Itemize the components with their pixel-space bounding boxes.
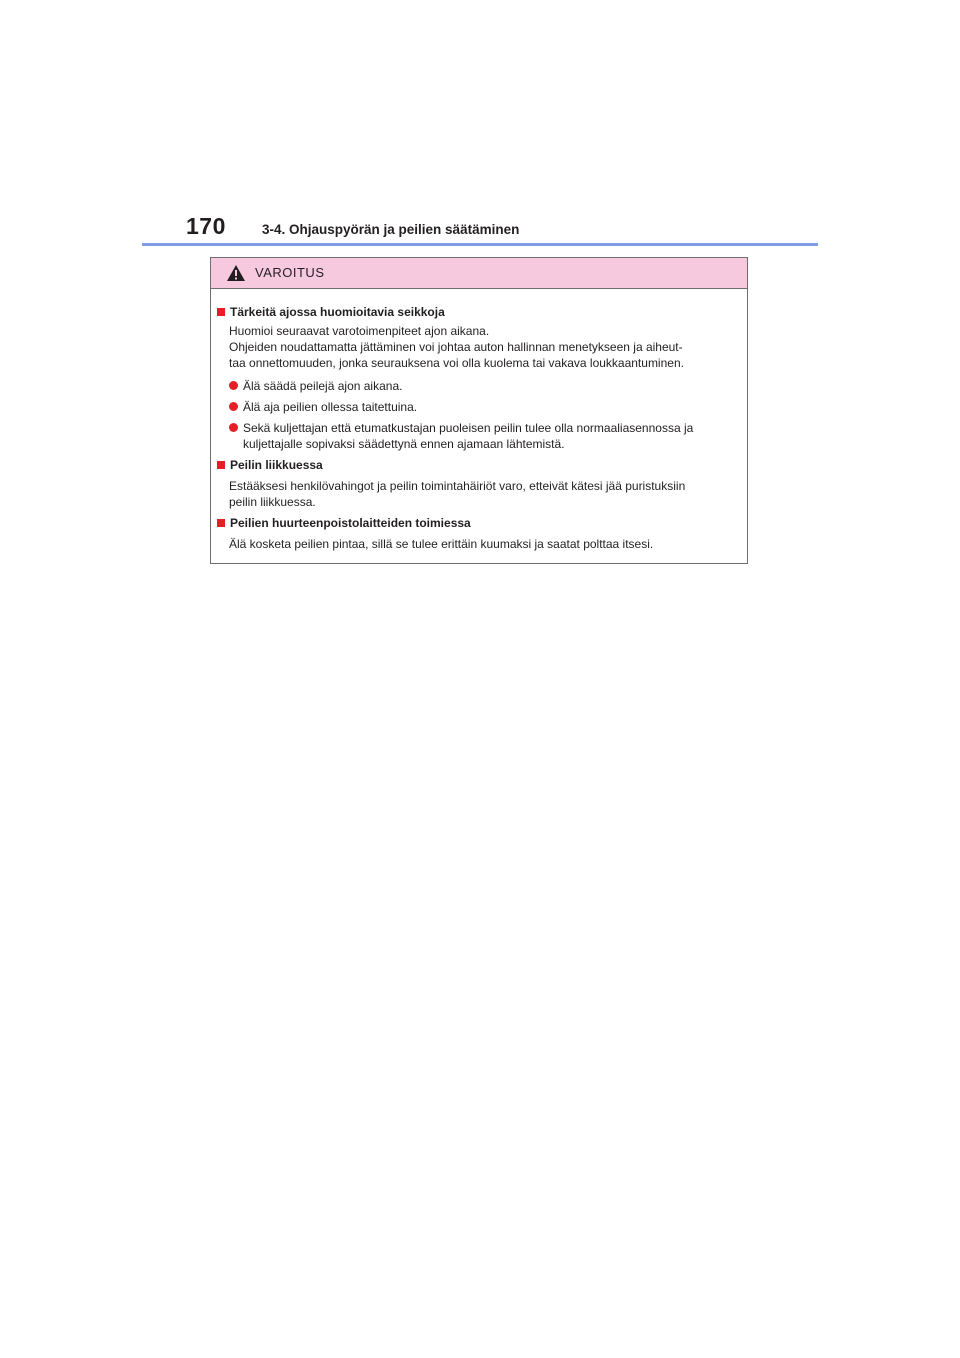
square-bullet-icon xyxy=(217,308,225,316)
warning-header xyxy=(211,258,747,289)
square-bullet-icon xyxy=(217,461,225,469)
warning-triangle-icon xyxy=(226,264,246,282)
warning-paragraph: Estääksesi henkilövahingot ja peilin toimintahäiriöt varo, etteivät kätesi jää puristuksiin peilin liikkuessa. xyxy=(229,479,686,509)
warning-paragraph: Älä kosketa peilien pintaa, sillä se tulee erittäin kuumaksi ja saatat polttaa itsesi. xyxy=(229,537,654,551)
round-bullet-icon xyxy=(229,381,238,390)
page-number: 170 xyxy=(186,213,226,239)
warning-bullet-item: Sekä kuljettajan että etumatkustajan puoleisen peilin tulee olla normaaliasennossa ja kuljettajalle sopivaksi säädettynä ennen ajamaan lähtemistä. xyxy=(229,420,749,452)
round-bullet-icon xyxy=(229,423,238,432)
warning-box xyxy=(210,257,748,564)
round-bullet-icon xyxy=(229,402,238,411)
warning-heading: Tärkeitä ajossa huomioitavia seikkoja xyxy=(217,304,445,320)
warning-bullet-item: Älä säädä peilejä ajon aikana. xyxy=(229,378,749,394)
warning-bullet-item: Älä aja peilien ollessa taitettuina. xyxy=(229,399,749,415)
warning-heading: Peilien huurteenpoistolaitteiden toimiessa xyxy=(217,515,471,531)
header-rule xyxy=(142,243,818,246)
section-title: 3-4. Ohjauspyörän ja peilien säätäminen xyxy=(262,222,520,237)
warning-heading: Peilin liikkuessa xyxy=(217,457,323,473)
warning-title: VAROITUS xyxy=(255,265,325,280)
square-bullet-icon xyxy=(217,519,225,527)
warning-paragraph: Huomioi seuraavat varotoimenpiteet ajon aikana. Ohjeiden noudattamatta jättäminen voi johtaa auton hallinnan menetykseen ja aiheut- taa onnettomuuden, jonka seurauksena voi olla kuolema tai vakava loukkaantuminen. xyxy=(229,324,684,370)
page-header xyxy=(0,0,960,250)
